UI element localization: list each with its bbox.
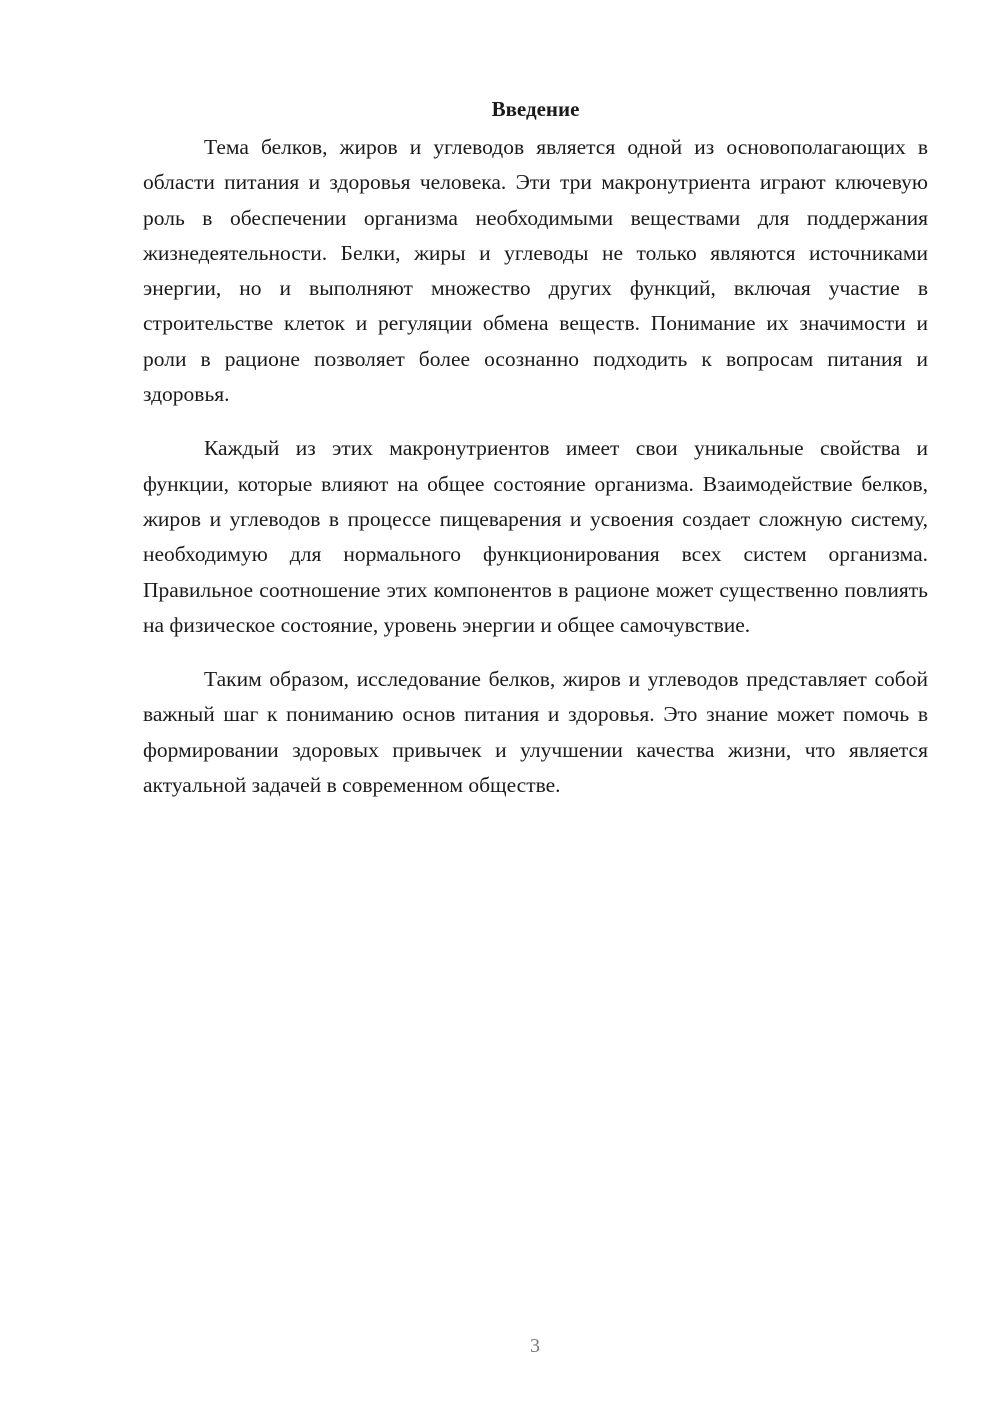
document-body xyxy=(143,92,928,822)
page-number: 3 xyxy=(530,1335,540,1357)
section-title: Введение xyxy=(491,97,580,121)
paragraph-3: Таким образом, исследование белков, жиров и углеводов представляет собой важный шаг к пониманию основ питания и здоровья. Это знание может помочь в формировании здоровых привычек и улучшении качества жизни, что является актуальной задачей в современном обществе. xyxy=(143,667,928,798)
paragraph-2: Каждый из этих макронутриентов имеет свои уникальные свойства и функции, которые влияют на общее состояние организма. Взаимодействие белков, жиров и углеводов в процессе пищеварения и усвоения создает сложную систему, необходимую для нормального функционирования всех систем организма. Правильное соотношение этих компонентов в рационе может существенно повлиять на физическое состояние, уровень энергии и общее самочувствие. xyxy=(143,436,928,637)
paragraph-1: Тема белков, жиров и углеводов является одной из основополагающих в области питания и здоровья человека. Эти три макронутриента играют ключевую роль в обеспечении организма необходимыми веществами для поддержания жизнедеятельности. Белки, жиры и углеводы не только являются источниками энергии, но и выполняют множество других функций, включая участие в строительстве клеток и регуляции обмена веществ. Понимание их значимости и роли в рационе позволяет более осознанно подходить к вопросам питания и здоровья. xyxy=(143,135,928,407)
